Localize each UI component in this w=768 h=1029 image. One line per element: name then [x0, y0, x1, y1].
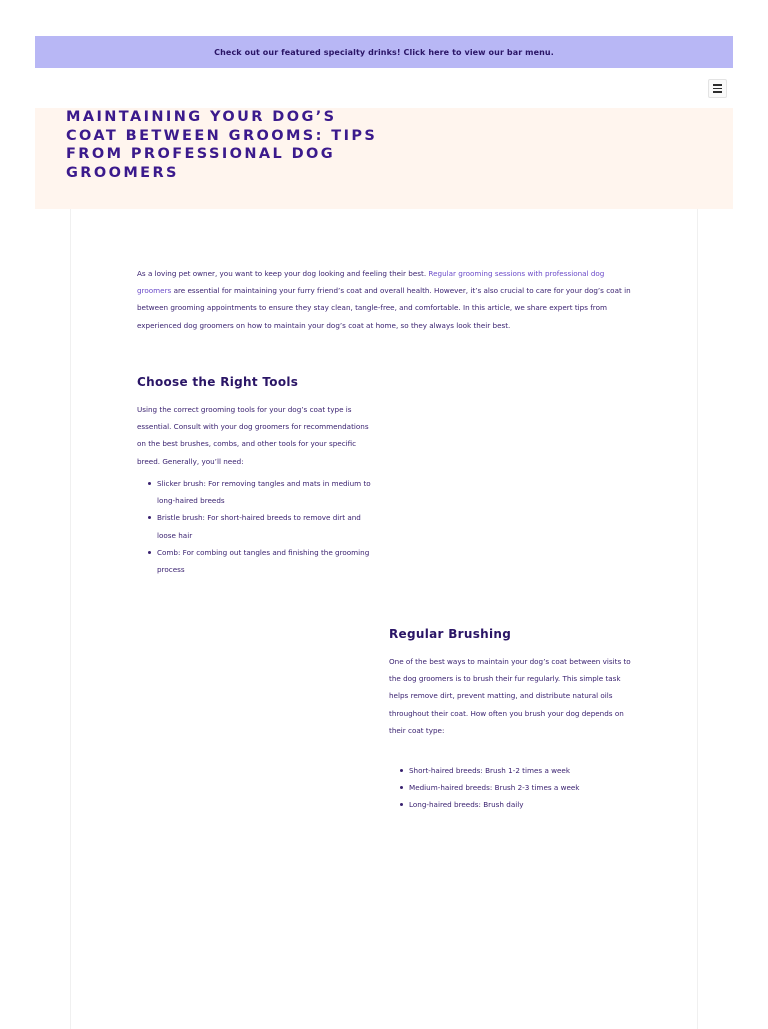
- promo-banner[interactable]: [35, 36, 733, 68]
- section-heading-tools: Choose the Right Tools: [137, 375, 299, 389]
- tools-list: [137, 475, 382, 578]
- menu-line: [713, 84, 722, 86]
- list-item: Short-haired breeds: Brush 1-2 times a week: [389, 762, 634, 779]
- menu-line: [713, 91, 722, 93]
- grooming-sessions-link[interactable]: Regular grooming sessions with professional dog groomers: [137, 269, 605, 296]
- intro-text-start: As a loving pet owner, you want to keep your dog looking and feeling their best.: [137, 269, 429, 278]
- section-paragraph-brushing: One of the best ways to maintain your dog’s coat between visits to the dog groomers is to brush their fur regularly. This simple task helps remove dirt, prevent matting, and distribute natural oils throughout their coat. How often you brush your dog depends on their coat type:: [389, 657, 631, 735]
- list-item: Bristle brush: For short-haired breeds to remove dirt and loose hair: [137, 509, 382, 543]
- list-item: Medium-haired breeds: Brush 2-3 times a week: [389, 779, 634, 796]
- hamburger-icon[interactable]: [708, 79, 727, 98]
- intro-paragraph: [137, 265, 632, 334]
- intro-text-end: are essential for maintaining your furry friend’s coat and overall health. However, it’s also crucial to care for your dog’s coat in between grooming appointments to ensure they stay clean, tangle-free, and comfortable. In this article, we share expert tips from experienced dog groomers on how to maintain your dog’s coat at home, so they always look their best.: [137, 286, 631, 330]
- section-paragraph-tools: Using the correct grooming tools for your dog’s coat type is essential. Consult with your dog groomers for recommendations on the best brushes, combs, and other tools for your specific breed. Generally, you’ll need:: [137, 405, 369, 466]
- list-item: Comb: For combing out tangles and finishing the grooming process: [137, 544, 382, 578]
- page-title: MAINTAINING YOUR DOG’S COAT BETWEEN GROOMS: TIPS FROM PROFESSIONAL DOG GROOMERS: [66, 109, 378, 181]
- brushing-list: [389, 762, 634, 814]
- list-item: Slicker brush: For removing tangles and mats in medium to long-haired breeds: [137, 475, 382, 509]
- promo-link[interactable]: Check out our featured specialty drinks! Click here to view our bar menu.: [214, 47, 554, 57]
- list-item: Long-haired breeds: Brush daily: [389, 796, 634, 813]
- hero-banner: [35, 108, 733, 209]
- section-heading-brushing: Regular Brushing: [389, 627, 512, 641]
- menu-line: [713, 88, 722, 90]
